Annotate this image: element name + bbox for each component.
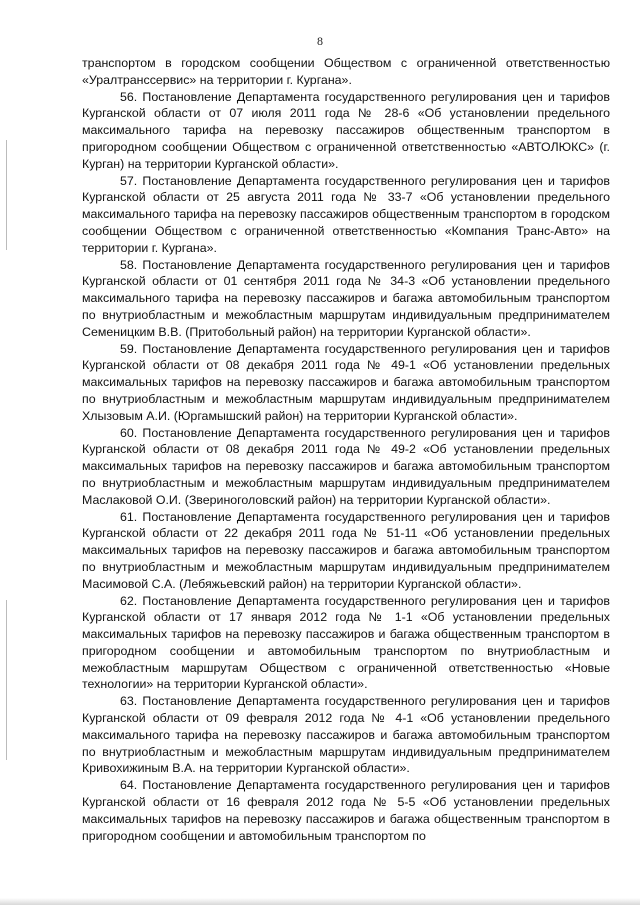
list-item-62: 62. Постановление Департамента государственного регулирования цен и тарифов Курганской области от 17 января 2012 года № 1-1 «Об установлении предельных максимальных тарифов на перевозку пассажиров и багажа общественным транспортом в пригородном сообщении и автомобильным транспортом по внутриобластным и межобластным маршрутам Обществом с ограниченной ответственностью «Новые технологии» на территории Курганской области». (82, 593, 610, 692)
scan-margin-mark (6, 140, 7, 250)
list-item-56: 56. Постановление Департамента государственного регулирования цен и тарифов Курганской области от 07 июля 2011 года № 28-6 «Об установлении предельного максимального тарифа на перевозку пассажиров общественным транспортом в пригородном сообщении Обществом с ограниченной ответственностью «АВТОЛЮКС» (г. Курган) на территории Курганской области». (82, 89, 610, 171)
list-item-64: 64. Постановление Департамента государственного регулирования цен и тарифов Курганской области от 16 февраля 2012 года № 5-5 «Об установлении предельных максимальных тарифов на перевозку пассажиров и багажа общественным транспортом в пригородном сообщении и автомобильным транспортом по (82, 778, 610, 843)
list-item-63: 63. Постановление Департамента государственного регулирования цен и тарифов Курганской области от 09 февраля 2012 года № 4-1 «Об установлении предельного максимального тарифа на перевозку пассажиров и багажа автомобильным транспортом по внутриобластным и межобластным маршрутам индивидуальным предпринимателем Кривохижиным В.А. на территории Курганской области». (82, 694, 610, 776)
paragraph-continuation: транспортом в городском сообщении Обществом с ограниченной ответственностью «Уралтранссервис» на территории г. Кургана». (82, 56, 610, 87)
list-item-61: 61. Постановление Департамента государственного регулирования цен и тарифов Курганской области от 22 декабря 2011 года № 51-11 «Об установлении предельных максимальных тарифов на перевозку пассажиров и багажа автомобильным транспортом по внутриобластным и межобластным маршрутам индивидуальным предпринимателем Масимовой С.А. (Лебяжьевский район) на территории Курганской области». (82, 509, 610, 591)
list-item-58: 58. Постановление Департамента государственного регулирования цен и тарифов Курганской области от 01 сентября 2011 года № 34-3 «Об установлении предельного максимального тарифа на перевозку пассажиров и багажа автомобильным транспортом по внутриобластным и межобластным маршрутам индивидуальным предпринимателем Семеницким В.В. (Притобольный район) на территории Курганской области». (82, 257, 610, 339)
document-body (82, 55, 610, 844)
list-item-59: 59. Постановление Департамента государственного регулирования цен и тарифов Курганской области от 08 декабря 2011 года № 49-1 «Об установлении предельных максимальных тарифов на перевозку пассажиров и багажа автомобильным транспортом по внутриобластным и межобластным маршрутам индивидуальным предпринимателем Хлызовым А.И. (Юргамышский район) на территории Курганской области». (82, 341, 610, 423)
list-item-57: 57. Постановление Департамента государственного регулирования цен и тарифов Курганской области от 25 августа 2011 года № 33-7 «Об установлении предельного максимального тарифа на перевозку пассажиров общественным транспортом в городском сообщении Обществом с ограниченной ответственностью «Компания Транс-Авто» на территории г. Кургана». (82, 173, 610, 255)
page-number: 8 (317, 34, 323, 48)
scan-bottom-edge (0, 898, 640, 905)
scan-margin-mark (6, 600, 7, 760)
list-item-60: 60. Постановление Департамента государственного регулирования цен и тарифов Курганской области от 08 декабря 2011 года № 49-2 «Об установлении предельных максимальных тарифов на перевозку пассажиров и багажа автомобильным транспортом по внутриобластным и межобластным маршрутам индивидуальным предпринимателем Маслаковой О.И. (Звериноголовский район) на территории Курганской области». (82, 425, 610, 507)
